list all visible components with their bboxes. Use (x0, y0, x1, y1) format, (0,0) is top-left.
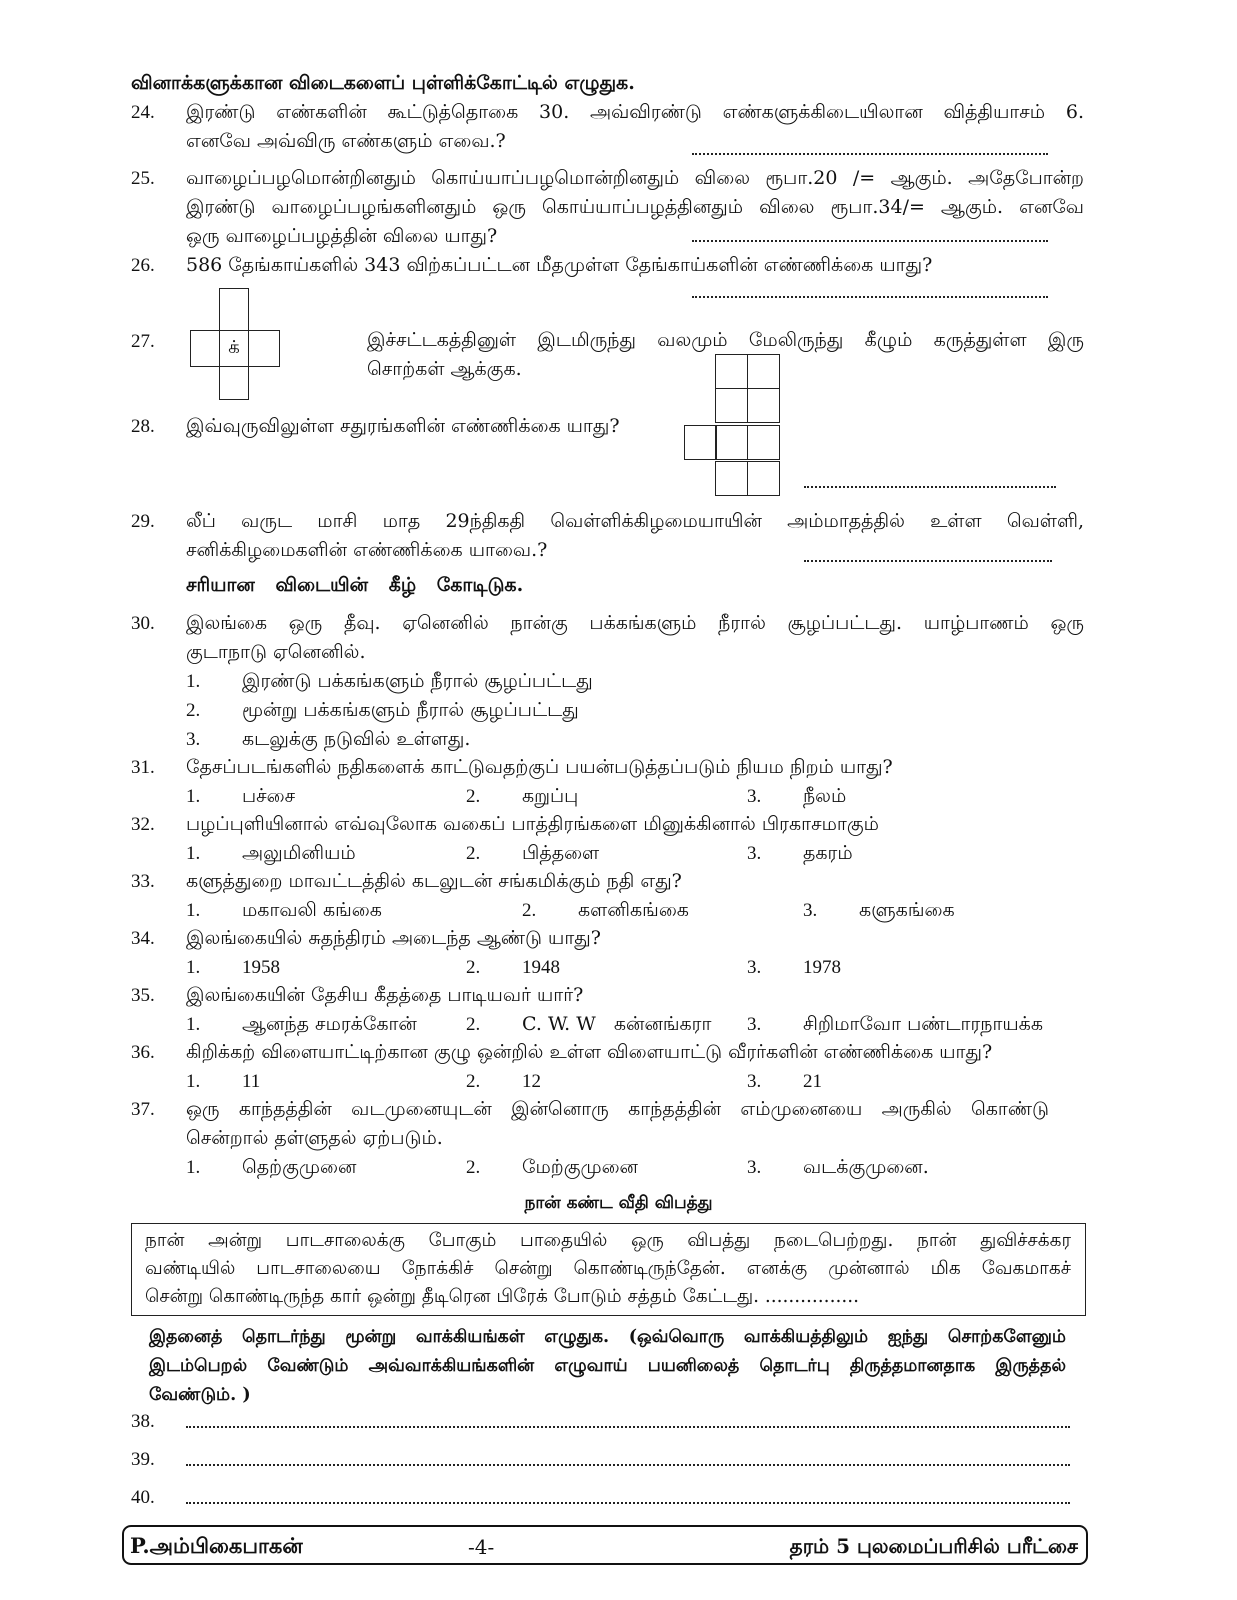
option-text[interactable]: 11 (242, 1071, 261, 1092)
option-number: 2. (466, 1014, 481, 1035)
question-text: பழப்புளியினால் எவ்வுலோக வகைப் பாத்திரங்களை மினுக்கினால் பிரகாசமாகும் (186, 813, 879, 835)
option-text[interactable]: ஆனந்த சமரக்கோன் (242, 1013, 417, 1035)
question-text: இவ்வுருவிலுள்ள சதுரங்களின் எண்ணிக்கை யாது? (186, 415, 620, 437)
option-number: 1. (186, 843, 201, 864)
question-text: ஒரு வாழைப்பழத்தின் விலை யாது? (186, 225, 498, 247)
option-number: 2. (466, 1157, 481, 1178)
option-number: 2. (466, 1071, 481, 1092)
option-number: 1. (186, 957, 201, 978)
question-number: 31. (131, 757, 155, 778)
question-number: 28. (131, 416, 155, 437)
story-text: சென்று கொண்டிருந்த கார் ஒன்று தீடிரென பிரேக் போடும் சத்தம் கேட்டது. ................ (145, 1286, 859, 1307)
question-number: 33. (131, 871, 155, 892)
option-number: 1. (186, 671, 201, 692)
page-footer (122, 1525, 1088, 1565)
question-number: 36. (131, 1042, 155, 1063)
option-number: 2. (466, 786, 481, 807)
answer-line[interactable] (186, 1464, 1070, 1466)
footer-author: P.அம்பிகைபாகன் (130, 1533, 303, 1558)
option-text[interactable]: 1958 (242, 957, 280, 978)
option-text[interactable]: தெற்குமுனை (242, 1156, 357, 1178)
question-number: 37. (131, 1099, 155, 1120)
option-text[interactable]: தகரம் (803, 842, 853, 864)
story-box (131, 1223, 1086, 1316)
grid-cell[interactable] (219, 366, 249, 400)
option-number: 3. (747, 843, 762, 864)
question-text: ஒரு காந்தத்தின் வடமுனையுடன் இன்னொரு காந்தத்தின் எம்முனையை அருகில் கொண்டு (186, 1098, 1049, 1120)
question-text: இலங்கையில் சுதந்திரம் அடைந்த ஆண்டு யாது? (186, 927, 601, 949)
question-number: 35. (131, 985, 155, 1006)
question-text: இச்சட்டகத்தினுள் இடமிருந்து வலமும் மேலிருந்து கீழும் கருத்துள்ள இரு (367, 329, 1084, 351)
option-number: 2. (466, 843, 481, 864)
question-text: சென்றால் தள்ளுதல் ஏற்படும். (186, 1127, 443, 1149)
question-text: இரண்டு வாழைப்பழங்களினதும் ஒரு கொய்யாப்பழத்தினதும் விலை ரூபா.34/= ஆகும். எனவே (186, 196, 1084, 218)
story-text: நான் அன்று பாடசாலைக்கு போகும் பாதையில் ஒரு விபத்து நடைபெற்றது. நான் துவிச்சக்கர (145, 1230, 1071, 1251)
option-number: 1. (186, 1157, 201, 1178)
grid-cell[interactable] (248, 330, 280, 367)
question-text: இரண்டு எண்களின் கூட்டுத்தொகை 30. அவ்விரண்டு எண்களுக்கிடையிலான வித்தியாசம் 6. (186, 101, 1084, 123)
option-text[interactable]: C. W. W கன்னங்கரா (522, 1013, 712, 1035)
question-text: லீப் வருட மாசி மாத 29ந்திகதி வெள்ளிக்கிழமையாயின் அம்மாதத்தில் உள்ள வெள்ளி, (186, 510, 1084, 532)
question-text: கிறிக்கற் விளையாட்டிற்கான குழு ஒன்றில் உள்ள விளையாட்டு வீரர்களின் எண்ணிக்கை யாது? (186, 1041, 993, 1063)
answer-line[interactable] (804, 486, 1056, 488)
option-number: 3. (747, 1071, 762, 1092)
question-text: எனவே அவ்விரு எண்களும் எவை.? (186, 130, 506, 152)
footer-exam: தரம் 5 புலமைப்பரிசில் பரீட்சை (789, 1534, 1078, 1558)
answer-number: 40. (131, 1487, 155, 1508)
option-text[interactable]: பித்தளை (522, 842, 600, 864)
option-text[interactable]: வடக்குமுனை. (803, 1156, 929, 1178)
option-number: 3. (747, 957, 762, 978)
writing-instruction: இதனைத் தொடர்ந்து மூன்று வாக்கியங்கள் எழுதுக. (ஒவ்வொரு வாக்கியத்திலும் ஐந்து சொற்களேனும் (149, 1327, 1066, 1347)
question-number: 29. (131, 511, 155, 532)
option-text[interactable]: களுகங்கை (859, 899, 955, 921)
option-number: 1. (186, 900, 201, 921)
page-number: -4- (468, 1535, 495, 1559)
option-text[interactable]: 12 (522, 1071, 541, 1092)
option-number: 2. (466, 957, 481, 978)
question-text: குடாநாடு ஏனெனில். (186, 641, 366, 663)
option-number: 3. (747, 786, 762, 807)
grid-cell[interactable] (219, 288, 249, 331)
answer-number: 38. (131, 1411, 155, 1432)
option-number: 1. (186, 1014, 201, 1035)
option-number: 2. (186, 700, 201, 721)
instruction-mcq: சரியான விடையின் கீழ் கோடிடுக. (186, 574, 524, 596)
story-text: வண்டியில் பாடசாலையை நோக்கிச் சென்று கொண்டிருந்தேன். எனக்கு முன்னால் மிக வேகமாகச் (145, 1258, 1071, 1279)
instruction-fill-blank: வினாக்களுக்கான விடைகளைப் புள்ளிக்கோட்டில் எழுதுக. (131, 72, 635, 94)
grid-cell[interactable] (190, 330, 220, 367)
question-text: தேசப்படங்களில் நதிகளைக் காட்டுவதற்குப் பயன்படுத்தப்படும் நியம நிறம் யாது? (186, 756, 893, 778)
question-number: 26. (131, 255, 155, 276)
question-text: களுத்துறை மாவட்டத்தில் கடலுடன் சங்கமிக்கும் நதி எது? (186, 870, 682, 892)
option-number: 3. (747, 1157, 762, 1178)
answer-line[interactable] (692, 296, 1048, 298)
option-number: 3. (186, 729, 201, 750)
answer-line[interactable] (804, 560, 1052, 562)
question-number: 30. (131, 613, 155, 634)
option-text[interactable]: கடலுக்கு நடுவில் உள்ளது. (242, 728, 471, 750)
answer-line[interactable] (692, 240, 1048, 242)
question-text: 586 தேங்காய்களில் 343 விற்கப்பட்டன மீதமுள்ள தேங்காய்களின் எண்ணிக்கை யாது? (186, 254, 933, 276)
question-number: 34. (131, 928, 155, 949)
option-text[interactable]: இரண்டு பக்கங்களும் நீரால் சூழப்பட்டது (242, 670, 593, 692)
story-title: நான் கண்ட வீதி விபத்து (524, 1193, 713, 1213)
question-text: இலங்கை ஒரு தீவு. ஏனெனில் நான்கு பக்கங்களும் நீரால் சூழப்பட்டது. யாழ்பாணம் ஒரு (186, 612, 1084, 634)
question-number: 27. (131, 331, 155, 352)
option-text[interactable]: கறுப்பு (522, 785, 579, 807)
writing-instruction: வேண்டும். ) (149, 1385, 251, 1405)
option-text[interactable]: களனிகங்கை (578, 899, 689, 921)
grid-cell-letter: க் (219, 330, 249, 367)
question-text: இலங்கையின் தேசிய கீதத்தை பாடியவர் யார்? (186, 984, 584, 1006)
answer-line[interactable] (692, 153, 1048, 155)
option-text[interactable]: மூன்று பக்கங்களும் நீரால் சூழப்பட்டது (242, 699, 579, 721)
question-number: 24. (131, 102, 155, 123)
answer-line[interactable] (186, 1502, 1070, 1504)
option-text[interactable]: நீலம் (803, 785, 847, 807)
option-number: 3. (803, 900, 818, 921)
answer-number: 39. (131, 1449, 155, 1470)
option-text[interactable]: பச்சை (242, 785, 296, 807)
option-text[interactable]: 1978 (803, 957, 841, 978)
option-text[interactable]: மேற்குமுனை (522, 1156, 638, 1178)
option-number: 2. (522, 900, 537, 921)
option-number: 1. (186, 786, 201, 807)
option-number: 3. (747, 1014, 762, 1035)
option-text[interactable]: 21 (803, 1071, 822, 1092)
option-text[interactable]: அலுமினியம் (242, 842, 356, 864)
question-number: 32. (131, 814, 155, 835)
question-text: சொற்கள் ஆக்குக. (367, 358, 522, 380)
option-text[interactable]: மகாவலி கங்கை (242, 899, 382, 921)
writing-instruction: இடம்பெறல் வேண்டும் அவ்வாக்கியங்களின் எழுவாய் பயனிலைத் தொடர்பு திருத்தமானதாக இருத்தல் (149, 1356, 1066, 1376)
answer-line[interactable] (186, 1426, 1070, 1428)
option-text[interactable]: சிறிமாவோ பண்டாரநாயக்க (803, 1013, 1043, 1035)
option-text[interactable]: 1948 (522, 957, 560, 978)
question-text: வாழைப்பழமொன்றினதும் கொய்யாப்பழமொன்றினதும் விலை ரூபா.20 /= ஆகும். அதேபோன்ற (186, 167, 1084, 189)
question-number: 25. (131, 168, 155, 189)
option-number: 1. (186, 1071, 201, 1092)
question-text: சனிக்கிழமைகளின் எண்ணிக்கை யாவை.? (186, 539, 548, 561)
